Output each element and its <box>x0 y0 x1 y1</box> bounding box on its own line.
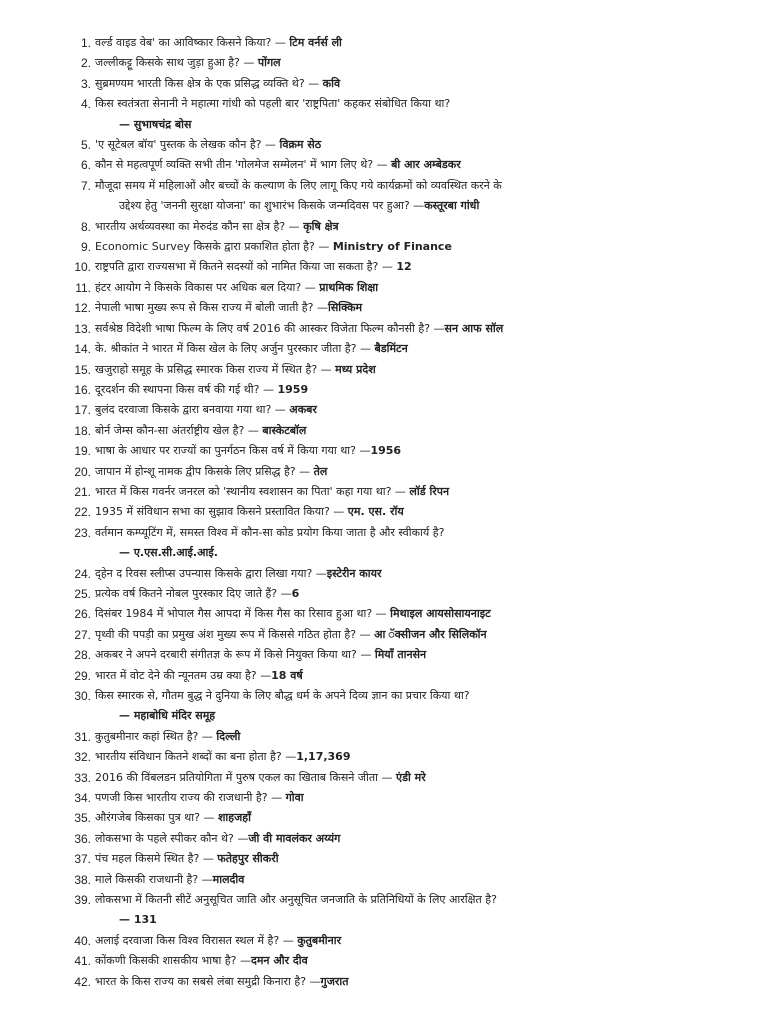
answer-text: — सुभाषचंद्र बोस <box>119 117 192 131</box>
item-number: 8. <box>80 219 91 234</box>
question-text: भारत के किस राज्य का सबसे लंबा समुद्री किनारा है? — <box>95 974 321 988</box>
answer-text: तेल <box>313 464 328 478</box>
question-text: भारतीय अर्थव्यवस्था का मेरुदंड कौन सा क्षेत्र है? — <box>95 219 304 233</box>
question-text: दूरदर्शन की स्थापना किस वर्ष की गई थी? — <box>95 382 278 396</box>
item-number: 32. <box>74 750 91 765</box>
answer-text: — ए.एस.सी.आई.आई. <box>119 546 218 560</box>
question-text: दिसंबर 1984 में भोपाल गैस आपदा में किस गैस का रिसाव हुआ था? — <box>95 607 391 621</box>
item-number: 23. <box>74 525 91 540</box>
question-text: मौजूदा समय में महिलाओं और बच्चों के कल्याण के लिए लागू किए गये कार्यक्रमों को व्यवस्थित करने के <box>95 178 502 192</box>
question-text: माले किसकी राजधानी है? — <box>95 872 213 886</box>
question-text: बोर्न जेम्स कौन-सा अंतर्राष्ट्रीय खेल है? — <box>95 423 263 437</box>
question-continuation <box>95 196 728 216</box>
item-number: 27. <box>74 627 91 642</box>
item-number: 19. <box>74 444 91 459</box>
item-number: 17. <box>74 403 91 418</box>
answer-text: प्राथमिक शिक्षा <box>319 280 379 294</box>
list-item <box>74 462 728 482</box>
list-item <box>74 951 728 971</box>
item-number: 1. <box>80 36 91 50</box>
answer-text: कस्तूरबा गांधी <box>424 199 480 213</box>
question-text: 2016 की विंबलडन प्रतियोगिता में पुरुष एकल का खिताब किसने जीता — <box>95 770 396 784</box>
item-number: 38. <box>74 872 91 887</box>
answer-text: मियाँ तानसेन <box>374 648 427 662</box>
answer-text: Ministry of Finance <box>332 240 452 254</box>
list-item <box>74 380 728 400</box>
list-item <box>74 870 728 890</box>
list-item <box>74 727 728 747</box>
answer-text: 1959 <box>277 382 309 396</box>
question-text: Economic Survey किसके द्वारा प्रकाशित होता है? — <box>95 240 333 254</box>
answer-text: गोवा <box>285 791 304 805</box>
list-item <box>80 33 728 53</box>
list-item <box>74 298 728 318</box>
answer-text: कुतुबमीनार <box>297 933 342 947</box>
question-text: लोकसभा में कितनी सीटें अनुसूचित जाति और अनुसूचित जनजाति के प्रतिनिधियों के लिए आरक्षित है? <box>95 893 497 907</box>
list-item <box>80 176 728 217</box>
answer-text: एम. एस. रॉय <box>347 505 404 519</box>
question-text: प्रत्येक वर्ष कितने नोबल पुरस्कार दिए जाते हैं? — <box>95 586 292 600</box>
question-text: वर्तमान कम्प्यूटिंग में, समस्त विश्व में कौन-सा कोड प्रयोग किया जाता है और स्वीकार्य है? <box>95 525 445 539</box>
list-item <box>74 360 728 380</box>
question-text: औरंगजेब किसका पुत्र था? — <box>95 811 218 825</box>
question-text: किस स्वतंत्रता सेनानी ने महात्मा गांधी को पहली बार 'राष्ट्रपिता' कहकर संबोधित किया था? <box>95 97 451 111</box>
answer-text: बैडमिंटन <box>374 342 408 356</box>
list-item <box>74 625 728 645</box>
question-text: लोकसभा के पहले स्पीकर कौन थे? — <box>95 831 249 845</box>
question-text: हंटर आयोग ने किसके विकास पर अधिक बल दिया? — <box>95 280 320 294</box>
list-item <box>74 421 728 441</box>
item-number: 14. <box>74 342 91 357</box>
list-item <box>74 829 728 849</box>
answer-text: बी आर अम्बेडकर <box>391 158 461 172</box>
answer-text: मालदीव <box>212 872 245 886</box>
list-item <box>74 788 728 808</box>
question-text: कोंकणी किसकी शासकीय भाषा है? — <box>95 954 251 968</box>
list-item <box>74 400 728 420</box>
question-text: अकबर ने अपने दरबारी संगीतज्ञ के रूप में किसे नियुक्त किया था? — <box>95 648 375 662</box>
list-item <box>74 931 728 951</box>
question-text: 1935 में संविधान सभा का सुझाव किसने प्रस्तावित किया? — <box>95 505 348 519</box>
item-number: 33. <box>74 770 91 785</box>
answer-text: अकबर <box>289 403 317 417</box>
list-item <box>74 645 728 665</box>
item-number: 9. <box>80 240 91 255</box>
item-number: 37. <box>74 852 91 867</box>
question-text-continued: उद्देश्य हेतु 'जननी सुरक्षा योजना' का शुभारंभ किसके जन्मदिवस पर हुआ? — <box>119 199 425 213</box>
list-item <box>74 747 728 767</box>
question-text: कुतुबमीनार कहां स्थित है? — <box>95 729 217 743</box>
question-text: नेपाली भाषा मुख्य रूप से किस राज्य में बोली जाती है? — <box>95 301 328 315</box>
item-number: 20. <box>74 464 91 479</box>
list-item <box>74 890 728 931</box>
answer-text: 6 <box>291 586 300 600</box>
item-number: 40. <box>74 933 91 948</box>
list-item <box>74 666 728 686</box>
item-number: 35. <box>74 811 91 826</box>
answer-text: 18 वर्ष <box>271 668 303 682</box>
item-number: 21. <box>74 484 91 499</box>
answer-text: टिम वर्नर्स ली <box>289 36 342 49</box>
item-number: 30. <box>74 689 91 703</box>
list-item <box>75 278 728 298</box>
answer-text: गुजरात <box>320 974 349 988</box>
item-number: 5. <box>80 138 91 153</box>
answer-text: जी वी मावलंकर अय्यंग <box>248 831 341 845</box>
item-number: 39. <box>74 893 91 908</box>
question-text: भाषा के आधार पर राज्यों का पुनर्गठन किस वर्ष में किया गया था? — <box>95 444 371 458</box>
answer-text: मध्य प्रदेश <box>335 362 376 376</box>
question-text: पणजी किस भारतीय राज्य की राजधानी है? — <box>95 791 286 805</box>
answer-text: दिल्ली <box>216 729 241 743</box>
list-item <box>74 972 728 992</box>
item-number: 24. <box>74 566 91 581</box>
item-number: 3. <box>80 76 91 91</box>
question-text: किस स्मारक से, गौतम बुद्ध ने दुनिया के लिए बौद्ध धर्म के अपने दिव्य ज्ञान का प्रचार किया था? <box>95 689 470 702</box>
question-text: खजुराहो समूह के प्रसिद्ध स्मारक किस राज्य में स्थित है? — <box>95 362 336 376</box>
item-number: 26. <box>74 607 91 622</box>
item-number: 31. <box>74 729 91 744</box>
item-number: 25. <box>74 586 91 601</box>
list-item <box>74 257 728 277</box>
item-number: 41. <box>74 954 91 969</box>
list-item <box>74 849 728 869</box>
answer-text: एंडी मरे <box>395 770 426 784</box>
item-number: 34. <box>74 791 91 806</box>
answer-text: कवि <box>322 76 341 90</box>
item-number: 22. <box>74 505 91 520</box>
list-item <box>74 482 728 502</box>
list-item <box>74 441 728 461</box>
item-number: 42. <box>74 974 91 989</box>
question-text: जापान में होन्शू नामक द्वीप किसके लिए प्रसिद्ध है? — <box>95 464 314 478</box>
answer-text: आ ॅक्सीजन और सिलिकॉन <box>374 627 487 641</box>
list-item <box>74 523 728 564</box>
question-text: 'ए सूटेबल बॉय' पुस्तक के लेखक कौन है? — <box>95 138 280 152</box>
list-item <box>80 155 728 175</box>
list-item <box>74 686 728 727</box>
question-text: वर्ल्ड वाइड वेब' का आविष्कार किसने किया? — <box>95 36 290 49</box>
item-number: 11. <box>75 280 91 295</box>
answer-text: — 131 <box>119 913 157 927</box>
question-text: पंच महल किसमे स्थित है? — <box>95 852 218 866</box>
item-number: 6. <box>80 158 91 173</box>
item-number: 2. <box>80 56 91 71</box>
list-item <box>80 94 728 135</box>
answer-text: 1956 <box>370 444 402 458</box>
item-number: 4. <box>80 97 91 112</box>
answer-text: पोंगल <box>257 56 281 70</box>
question-text: सुब्रमण्यम भारती किस क्षेत्र के एक प्रसिद्ध व्यक्ति थे? — <box>95 76 323 90</box>
question-text: भारतीय संविधान कितने शब्दों का बना होता है? — <box>95 750 297 764</box>
list-item <box>80 74 728 94</box>
item-number: 29. <box>74 668 91 683</box>
question-text: जल्लीकट्टू किसके साथ जुड़ा हुआ है? — <box>95 56 258 70</box>
answer-text: मिथाइल आयसोसायनाइट <box>390 607 491 621</box>
answer-text: विक्रम सेठ <box>279 138 322 152</box>
answer-text: बास्केटबॉल <box>262 423 307 437</box>
question-text: के. श्रीकांत ने भारत में किस खेल के लिए अर्जुन पुरस्कार जीता है? — <box>95 342 375 356</box>
list-item <box>80 217 728 237</box>
question-text: सर्वश्रेष्ठ विदेशी भाषा फिल्म के लिए वर्ष 2016 की आस्कर विजेता फिल्म कौनसी है? — <box>95 321 445 335</box>
item-number: 15. <box>74 362 91 377</box>
answer-text: शाहजहाँ <box>217 811 251 825</box>
item-number: 28. <box>74 648 91 663</box>
list-item <box>80 53 728 73</box>
list-item <box>74 319 728 339</box>
list-item <box>74 584 728 604</box>
list-item <box>74 808 728 828</box>
item-number: 18. <box>74 423 91 438</box>
answer-text: दमन और दीव <box>250 954 308 968</box>
list-item <box>74 339 728 359</box>
list-item <box>80 237 728 257</box>
question-text: कौन से महत्वपूर्ण व्यक्ति सभी तीन 'गोलमेज सम्मेलन' में भाग लिए थे? — <box>95 158 392 172</box>
item-number: 13. <box>74 321 91 336</box>
question-text: द्हेन द रिवस स्लीप्स उपन्यास किसके द्वारा लिखा गया? — <box>95 566 327 580</box>
question-text: पृथ्वी की पपड़ी का प्रमुख अंश मुख्य रूप में किससे गठित होता है? — <box>95 627 375 641</box>
question-text: राष्ट्रपति द्वारा राज्यसभा में कितने सदस्यों को नामित किया जा सकता है? — <box>95 260 397 274</box>
item-number: 7. <box>80 178 91 193</box>
item-number: 12. <box>74 301 91 316</box>
answer-text: फतेहपुर सीकरी <box>217 852 279 866</box>
answer-text: 12 <box>396 260 412 274</box>
item-number: 10. <box>74 260 91 275</box>
list-item <box>74 564 728 584</box>
answer-text: इस्टेरीन कायर <box>326 566 382 580</box>
question-text: बुलंद दरवाजा किसके द्वारा बनवाया गया था? — <box>95 403 290 417</box>
question-text: भारत में किस गवर्नर जनरल को 'स्थानीय स्वशासन का पिता' कहा गया था? — <box>95 484 410 498</box>
item-number: 16. <box>74 382 91 397</box>
list-item <box>74 768 728 788</box>
list-item <box>74 604 728 624</box>
answer-text: सन आफ सॉल <box>444 321 504 335</box>
question-text: अलाई दरवाजा किस विश्व विरासत स्थल में है? — <box>95 933 298 947</box>
item-number: 36. <box>74 831 91 846</box>
answer-text: — महाबोधि मंदिर समूह <box>119 709 216 723</box>
list-item <box>80 135 728 155</box>
answer-text: 1,17,369 <box>296 750 351 764</box>
answer-text: कृषि क्षेत्र <box>303 219 339 233</box>
answer-text: सिक्किम <box>327 301 363 315</box>
list-item <box>74 502 728 522</box>
question-text: भारत में वोट देने की न्यूनतम उम्र क्या है? — <box>95 668 272 682</box>
answer-text: लॉर्ड रिपन <box>409 484 450 498</box>
